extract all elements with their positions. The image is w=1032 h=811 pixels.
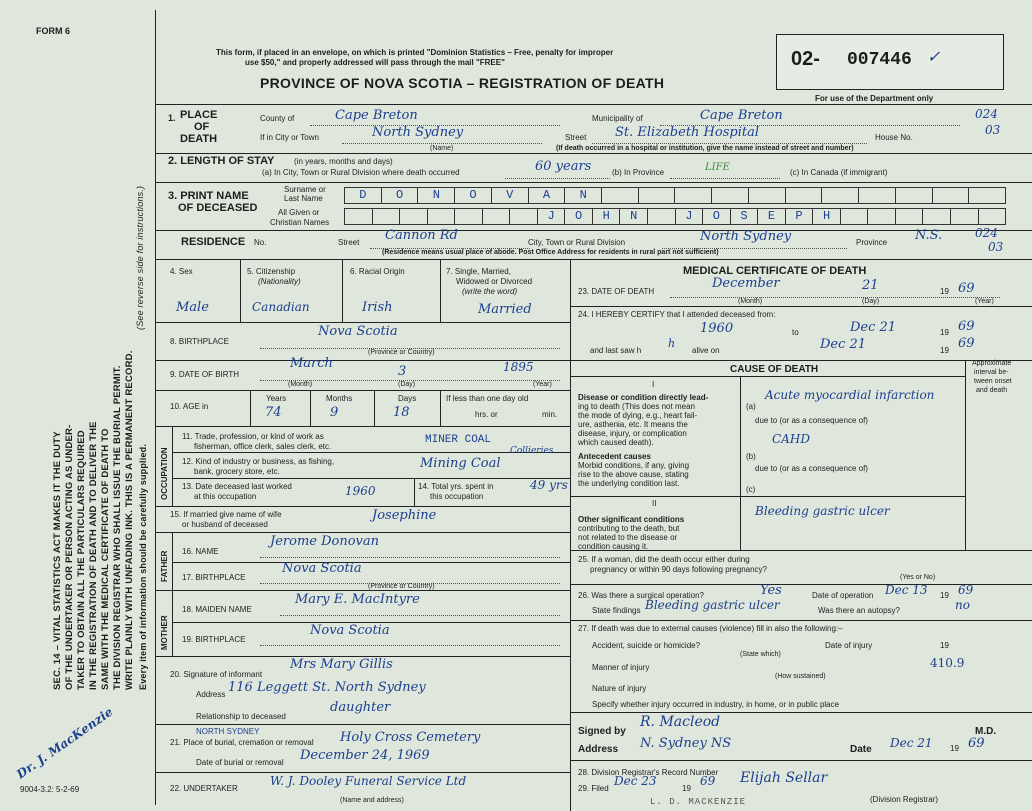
municipality-value: Cape Breton — [700, 108, 783, 123]
registrar-stamp: L. D. MACKENZIE — [650, 797, 747, 807]
margin-line-3: TAKER TO OBTAIN ALL THE PARTICULARS REQUIRED — [76, 430, 87, 690]
burial-place-value: Holy Cross Cemetery — [340, 730, 481, 745]
given-name-cell: O — [703, 209, 731, 224]
racial-origin-label: 6. Racial Origin — [350, 267, 405, 276]
cause-b-label: (b) — [746, 452, 756, 461]
other-conditions-2: contributing to the death, but — [578, 524, 680, 533]
given-name-cell — [345, 209, 373, 224]
cause-direct-6: which caused death). — [578, 438, 654, 447]
given-name-cell: H — [813, 209, 841, 224]
given-name-cell — [400, 209, 428, 224]
envelope-notice-2: use $50," and properly addressed will pass through the mail "FREE" — [245, 58, 505, 67]
filed-year-prefix: 19 — [682, 784, 691, 793]
given-name-cell — [979, 209, 1006, 224]
father-side-label: FATHER — [160, 550, 169, 582]
spouse-label-2: or husband of deceased — [182, 520, 268, 529]
margin-signature: Dr. J. MacKenzie — [14, 704, 116, 782]
antecedent-label-2: Morbid conditions, if any, giving — [578, 461, 690, 470]
spouse-value: Josephine — [372, 508, 437, 523]
specify-label: Specify whether injury occurred in industry, in home, or in public place — [592, 700, 840, 709]
citizenship-value: Canadian — [252, 300, 310, 314]
place-of-death-label: PLACE — [180, 109, 218, 121]
registrar-signature: Elijah Sellar — [740, 770, 828, 786]
reg-number: 007446 — [847, 50, 912, 70]
age-label: 10. AGE in — [170, 402, 209, 411]
medical-certificate-title: MEDICAL CERTIFICATE OF DEATH — [683, 265, 867, 277]
surname-grid — [344, 187, 1006, 204]
cause-c-label: (c) — [746, 485, 756, 494]
dob-year-caption: (Year) — [533, 381, 552, 388]
pregnancy-label-1: 25. If a woman, did the death occur either during — [578, 555, 750, 564]
margin-line-4: IN THE REGISTRATION OF DEATH AND TO DELIVER THE — [88, 421, 99, 690]
injury-date-label: Date of injury — [825, 641, 873, 650]
cause-a-label: (a) — [746, 402, 756, 411]
other-conditions-3: not related to the disease or — [578, 533, 678, 542]
part-one-label: I — [652, 380, 655, 389]
surname-cell — [969, 188, 1005, 203]
given-name-cell — [483, 209, 511, 224]
total-yrs-label-1: 14. Total yrs. spent in — [418, 482, 494, 491]
stay-province-label: (b) In Province — [612, 168, 665, 177]
signed-by-label: Signed by — [578, 726, 626, 737]
given-name-cell — [428, 209, 456, 224]
marital-label-3: (write the word) — [462, 287, 518, 296]
manner-label: Manner of injury — [592, 663, 650, 672]
given-name-cell: J — [538, 209, 566, 224]
industry-label-1: 12. Kind of industry or business, as fishing, — [182, 457, 335, 466]
birthplace-label: 8. BIRTHPLACE — [170, 337, 229, 346]
surname-cell — [712, 188, 749, 203]
burial-place-label: 21. Place of burial, cremation or removal — [170, 738, 314, 747]
margin-line-7: WRITE PLAINLY WITH UNFADING INK. THIS IS A PERMANENT RECORD. — [124, 350, 135, 690]
accident-label: Accident, suicide or homicide? — [592, 641, 701, 650]
informant-value: Mrs Mary Gillis — [290, 657, 393, 672]
mother-maiden-label: 18. MAIDEN NAME — [182, 605, 252, 614]
industry-label-2: bank, grocery store, etc. — [194, 467, 280, 476]
less-day-min: min. — [542, 410, 558, 419]
given-name-cell — [923, 209, 951, 224]
length-of-stay-note: (in years, months and days) — [294, 157, 393, 166]
margin-line-2: OF THE UNDERTAKER OR PERSON ACTING AS UNDER- — [64, 424, 75, 690]
reg-prefix: 02- — [791, 48, 820, 70]
how-caption: (How sustained) — [775, 673, 826, 680]
cause-direct-4: ure, asthenia, etc. It means the — [578, 420, 688, 429]
death-day: 21 — [862, 278, 879, 293]
margin-note-2: Every item of information should be carefully supplied. — [138, 443, 148, 690]
father-birthplace-caption: (Province or Country) — [368, 583, 435, 590]
name-caption: (Name) — [430, 145, 454, 152]
stay-city-value: 60 years — [535, 159, 592, 174]
division-registrar-caption: (Division Registrar) — [870, 795, 939, 804]
given-name-cell — [896, 209, 924, 224]
op-year-value: 69 — [958, 583, 974, 597]
res-city-value: North Sydney — [700, 229, 792, 244]
interval-label-4: and death — [976, 387, 1008, 394]
injury-year-prefix: 19 — [940, 641, 949, 650]
cause-direct-3: the mode of dying, e.g., heart fail- — [578, 411, 698, 420]
trade-label-1: 11. Trade, profession, or kind of work as — [182, 432, 324, 441]
dob-day: 3 — [398, 364, 407, 379]
interval-label-3: tween onset — [974, 378, 1012, 385]
antecedent-label-1: Antecedent causes — [578, 452, 651, 461]
field-1-number: 1. — [168, 113, 176, 123]
last-worked-label-1: 13. Date deceased last worked — [182, 482, 292, 491]
father-name-label: 16. NAME — [182, 547, 219, 556]
antecedent-label-4: the underlying condition last. — [578, 479, 680, 488]
residence-note: (Residence means usual place of abode. Post Office Address for residents in rural part not sufficient) — [382, 249, 719, 256]
age-months-label: Months — [326, 394, 353, 403]
md-label: M.D. — [975, 726, 997, 737]
autopsy-label: Was there an autopsy? — [818, 606, 900, 615]
father-birthplace-label: 17. BIRTHPLACE — [182, 573, 246, 582]
marital-value: Married — [478, 302, 532, 317]
surname-cell — [786, 188, 823, 203]
death-month: December — [712, 276, 780, 291]
icd-code: 410.9 — [930, 656, 965, 670]
date-of-death-label: 23. DATE OF DEATH — [578, 287, 655, 296]
surname-cell — [933, 188, 970, 203]
mother-birthplace-value: Nova Scotia — [310, 623, 390, 638]
undertaker-label: 22. UNDERTAKER — [170, 784, 238, 793]
city-label: If in City or Town — [260, 133, 319, 142]
cert-year-value: 69 — [968, 736, 985, 751]
undertaker-value: W. J. Dooley Funeral Service Ltd — [270, 774, 467, 788]
surname-cell — [859, 188, 896, 203]
surname-cell — [675, 188, 712, 203]
operation-value: Yes — [760, 583, 782, 598]
surname-label-1: Surname or — [284, 185, 326, 194]
nationality-label: (Nationality) — [258, 277, 301, 286]
of-label: OF — [194, 121, 210, 133]
given-name-cell — [841, 209, 869, 224]
surname-cell: D — [345, 188, 382, 203]
last-saw-pronoun: h — [668, 337, 676, 350]
nature-label: Nature of injury — [592, 684, 647, 693]
informant-label: 20. Signature of informant — [170, 670, 263, 679]
street-value: St. Elizabeth Hospital — [615, 125, 759, 140]
total-yrs-value: 49 yrs — [530, 478, 568, 492]
stay-city-label: (a) In City, Town or Rural Division where death occurred — [262, 168, 460, 177]
given-name-cell — [510, 209, 538, 224]
cause-b-value: CAHD — [772, 432, 810, 446]
given-name-cell: P — [786, 209, 814, 224]
state-which-caption: (State which) — [740, 651, 781, 658]
dob-month: March — [290, 356, 333, 371]
dob-year: 1895 — [503, 360, 534, 374]
given-name-cell: H — [593, 209, 621, 224]
sex-value: Male — [176, 300, 209, 315]
undertaker-caption: (Name and address) — [340, 797, 404, 804]
given-name-cell: N — [620, 209, 648, 224]
relationship-value: daughter — [330, 700, 391, 715]
surname-label-2: Last Name — [284, 194, 323, 203]
age-days-label: Days — [398, 394, 417, 403]
death-month-caption: (Month) — [738, 298, 763, 305]
trade-label-2: fisherman, office clerk, sales clerk, etc. — [194, 442, 332, 451]
attended-year-prefix: 19 — [940, 328, 949, 337]
dob-day-caption: (Day) — [398, 381, 416, 388]
given-label-1: All Given or — [278, 208, 320, 217]
birthplace-value: Nova Scotia — [318, 324, 398, 339]
res-province-value: N.S. — [915, 228, 943, 243]
surname-cell: N — [418, 188, 455, 203]
marital-label-2: Widowed or Divorced — [456, 277, 533, 286]
record-number-label: 28. Division Registrar's Record Number — [578, 768, 719, 777]
given-name-cell — [455, 209, 483, 224]
cause-of-death-title: CAUSE OF DEATH — [730, 364, 819, 375]
of-deceased-label: OF DECEASED — [178, 202, 258, 214]
mother-birthplace-label: 19. BIRTHPLACE — [182, 635, 246, 644]
certify-label: 24. I HEREBY CERTIFY that I attended deceased from: — [578, 310, 776, 319]
attended-to-label: to — [792, 328, 799, 337]
municipality-label: Municipality of — [592, 114, 643, 123]
envelope-notice-1: This form, if placed in an envelope, on which is printed "Dominion Statistics – Free, penalty for improper — [216, 48, 614, 57]
surname-cell: N — [565, 188, 602, 203]
autopsy-value: no — [955, 598, 970, 612]
op-date-label: Date of operation — [812, 591, 874, 600]
print-name-label: 3. PRINT NAME — [168, 190, 249, 202]
county-value: Cape Breton — [335, 108, 418, 123]
last-saw-year: 69 — [958, 336, 975, 351]
given-grid — [344, 208, 1006, 225]
res-no-label: No. — [254, 238, 267, 247]
death-year-prefix: 19 — [940, 287, 949, 296]
cause-direct-2: ing to death (This does not mean — [578, 402, 695, 411]
findings-value: Bleeding gastric ulcer — [645, 598, 780, 612]
operation-label: 26. Was there a surgical operation? — [578, 591, 704, 600]
house-no-label: House No. — [875, 133, 913, 142]
attended-to-year: 69 — [958, 319, 975, 334]
total-yrs-label-2: this occupation — [430, 492, 484, 501]
citizenship-label: 5. Citizenship — [247, 267, 296, 276]
res-province-label: Province — [856, 238, 888, 247]
surname-cell: A — [529, 188, 566, 203]
form-title: PROVINCE OF NOVA SCOTIA – REGISTRATION OF DEATH — [260, 75, 665, 91]
check-icon: ✓ — [927, 47, 941, 66]
res-street-label: Street — [338, 238, 360, 247]
form-code: 9004-3.2: 5-2-69 — [20, 785, 80, 794]
less-day-label: If less than one day old — [446, 394, 529, 403]
filed-value: Dec 23 — [614, 774, 657, 788]
spouse-label-1: 15. If married give name of wife — [170, 510, 282, 519]
stay-province-value: LIFE — [705, 162, 730, 173]
occupation-side-label: OCCUPATION — [160, 447, 169, 500]
res-street-value: Cannon Rd — [385, 228, 458, 243]
registration-number-box — [776, 34, 1004, 90]
industry-note: Collieries — [510, 446, 554, 456]
given-name-cell: O — [565, 209, 593, 224]
signed-by-value: R. Macleod — [640, 714, 721, 730]
residence-label: RESIDENCE — [181, 236, 246, 248]
age-days-value: 18 — [393, 405, 410, 420]
cert-date-value: Dec 21 — [890, 736, 933, 750]
surname-cell — [602, 188, 639, 203]
given-name-cell — [648, 209, 676, 224]
margin-line-5: SAME WITH THE MEDICAL CERTIFICATE OF DEATH TO — [100, 428, 111, 690]
margin-line-1: SEC. 14 – VITAL STATISTICS ACT MAKES IT THE DUTY — [52, 431, 63, 690]
other-conditions-4: condition causing it. — [578, 542, 649, 551]
death-year: 69 — [958, 281, 975, 296]
antecedent-label-3: rise to the above cause, stating — [578, 470, 689, 479]
burial-date-label: Date of burial or removal — [196, 758, 284, 767]
given-label-2: Christian Names — [270, 218, 330, 227]
last-worked-label-2: at this occupation — [194, 492, 257, 501]
form-number: FORM 6 — [36, 26, 71, 36]
informant-address-value: 116 Leggett St. North Sydney — [228, 680, 426, 695]
given-name-cell — [868, 209, 896, 224]
dob-label: 9. DATE OF BIRTH — [170, 370, 240, 379]
mother-side-label: MOTHER — [160, 615, 169, 650]
death-year-caption: (Year) — [975, 298, 994, 305]
burial-place-typed: NORTH SYDNEY — [196, 727, 260, 736]
hospital-note: (If death occurred in a hospital or institution, give the name instead of street and number) — [556, 145, 854, 152]
given-name-cell — [373, 209, 401, 224]
interval-label-2: interval be- — [974, 369, 1009, 376]
city-value: North Sydney — [372, 125, 464, 140]
father-birthplace-value: Nova Scotia — [282, 561, 362, 576]
doctor-address-value: N. Sydney NS — [640, 736, 732, 751]
part-two-label: II — [652, 499, 657, 508]
dept-use: For use of the Department only — [815, 94, 934, 103]
last-saw-label: and last saw h — [590, 346, 642, 355]
length-of-stay-label: 2. LENGTH OF STAY — [168, 155, 275, 167]
margin-note: (See reverse side for instructions.) — [135, 185, 145, 330]
res-code-1: 024 — [975, 226, 998, 240]
pregnancy-label-2: pregnancy or within 90 days following pregnancy? — [590, 565, 767, 574]
house-code: 03 — [985, 123, 1001, 137]
given-name-cell — [951, 209, 979, 224]
stay-canada-label: (c) In Canada (if immigrant) — [790, 168, 888, 177]
marital-label-1: 7. Single, Married, — [446, 267, 511, 276]
due-to-label-2: due to (or as a consequence of) — [755, 464, 868, 473]
surname-cell: V — [492, 188, 529, 203]
county-code: 024 — [975, 107, 998, 121]
last-saw-year-prefix: 19 — [940, 346, 949, 355]
attended-from: 1960 — [700, 321, 734, 336]
surname-cell — [639, 188, 676, 203]
findings-label: State findings — [592, 606, 641, 615]
filed-year-value: 69 — [700, 774, 716, 788]
other-conditions-1: Other significant conditions — [578, 515, 685, 524]
mother-maiden-value: Mary E. MacIntyre — [295, 592, 420, 607]
father-name-value: Jerome Donovan — [270, 534, 380, 549]
cert-date-label: Date — [850, 744, 872, 755]
cause-direct-1: Disease or condition directly lead- — [578, 393, 709, 402]
death-day-caption: (Day) — [862, 298, 880, 305]
due-to-label-1: due to (or as a consequence of) — [755, 416, 868, 425]
given-name-cell: J — [676, 209, 704, 224]
given-name-cell: E — [758, 209, 786, 224]
sex-label: 4. Sex — [170, 267, 193, 276]
last-worked-value: 1960 — [345, 484, 376, 498]
surname-cell — [896, 188, 933, 203]
op-date-value: Dec 13 — [885, 583, 928, 597]
external-causes-label: 27. If death was due to external causes (violence) fill in also the following:– — [578, 624, 843, 633]
surname-cell — [822, 188, 859, 203]
death-label: DEATH — [180, 133, 218, 145]
margin-line-6: THE DIVISION REGISTRAR WHO SHALL ISSUE THE BURIAL PERMIT. — [112, 365, 123, 690]
last-saw-date: Dec 21 — [820, 337, 867, 352]
dob-month-caption: (Month) — [288, 381, 313, 388]
cert-year-prefix: 19 — [950, 744, 959, 753]
age-years-label: Years — [266, 394, 287, 403]
racial-value: Irish — [362, 300, 393, 315]
alive-on-label: alive on — [692, 346, 720, 355]
other-conditions-value: Bleeding gastric ulcer — [755, 504, 890, 518]
given-name-cell: S — [731, 209, 759, 224]
surname-cell: O — [382, 188, 419, 203]
surname-cell — [749, 188, 786, 203]
interval-label-1: Approximate — [972, 360, 1012, 367]
doctor-address-label: Address — [578, 744, 619, 755]
relationship-label: Relationship to deceased — [196, 712, 286, 721]
filed-label: 29. Filed — [578, 784, 609, 793]
attended-to: Dec 21 — [850, 320, 897, 335]
surname-cell: O — [455, 188, 492, 203]
birthplace-caption: (Province or Country) — [368, 349, 435, 356]
street-label: Street — [565, 133, 587, 142]
age-months-value: 9 — [330, 405, 339, 420]
yes-no-caption: (Yes or No) — [900, 574, 936, 581]
age-years-value: 74 — [265, 405, 282, 420]
burial-date-value: December 24, 1969 — [300, 748, 430, 763]
occupation-value: MINER COAL — [425, 434, 492, 446]
cause-a-value: Acute myocardial infarction — [765, 388, 935, 402]
county-label: County of — [260, 114, 295, 123]
res-code-2: 03 — [988, 240, 1004, 254]
informant-address-label: Address — [196, 690, 226, 699]
res-city-label: City, Town or Rural Division — [528, 238, 626, 247]
op-year-prefix: 19 — [940, 591, 949, 600]
cause-direct-5: disease, injury, or complication — [578, 429, 687, 438]
industry-value: Mining Coal — [420, 456, 501, 471]
less-day-hrs: hrs. or — [475, 410, 498, 419]
